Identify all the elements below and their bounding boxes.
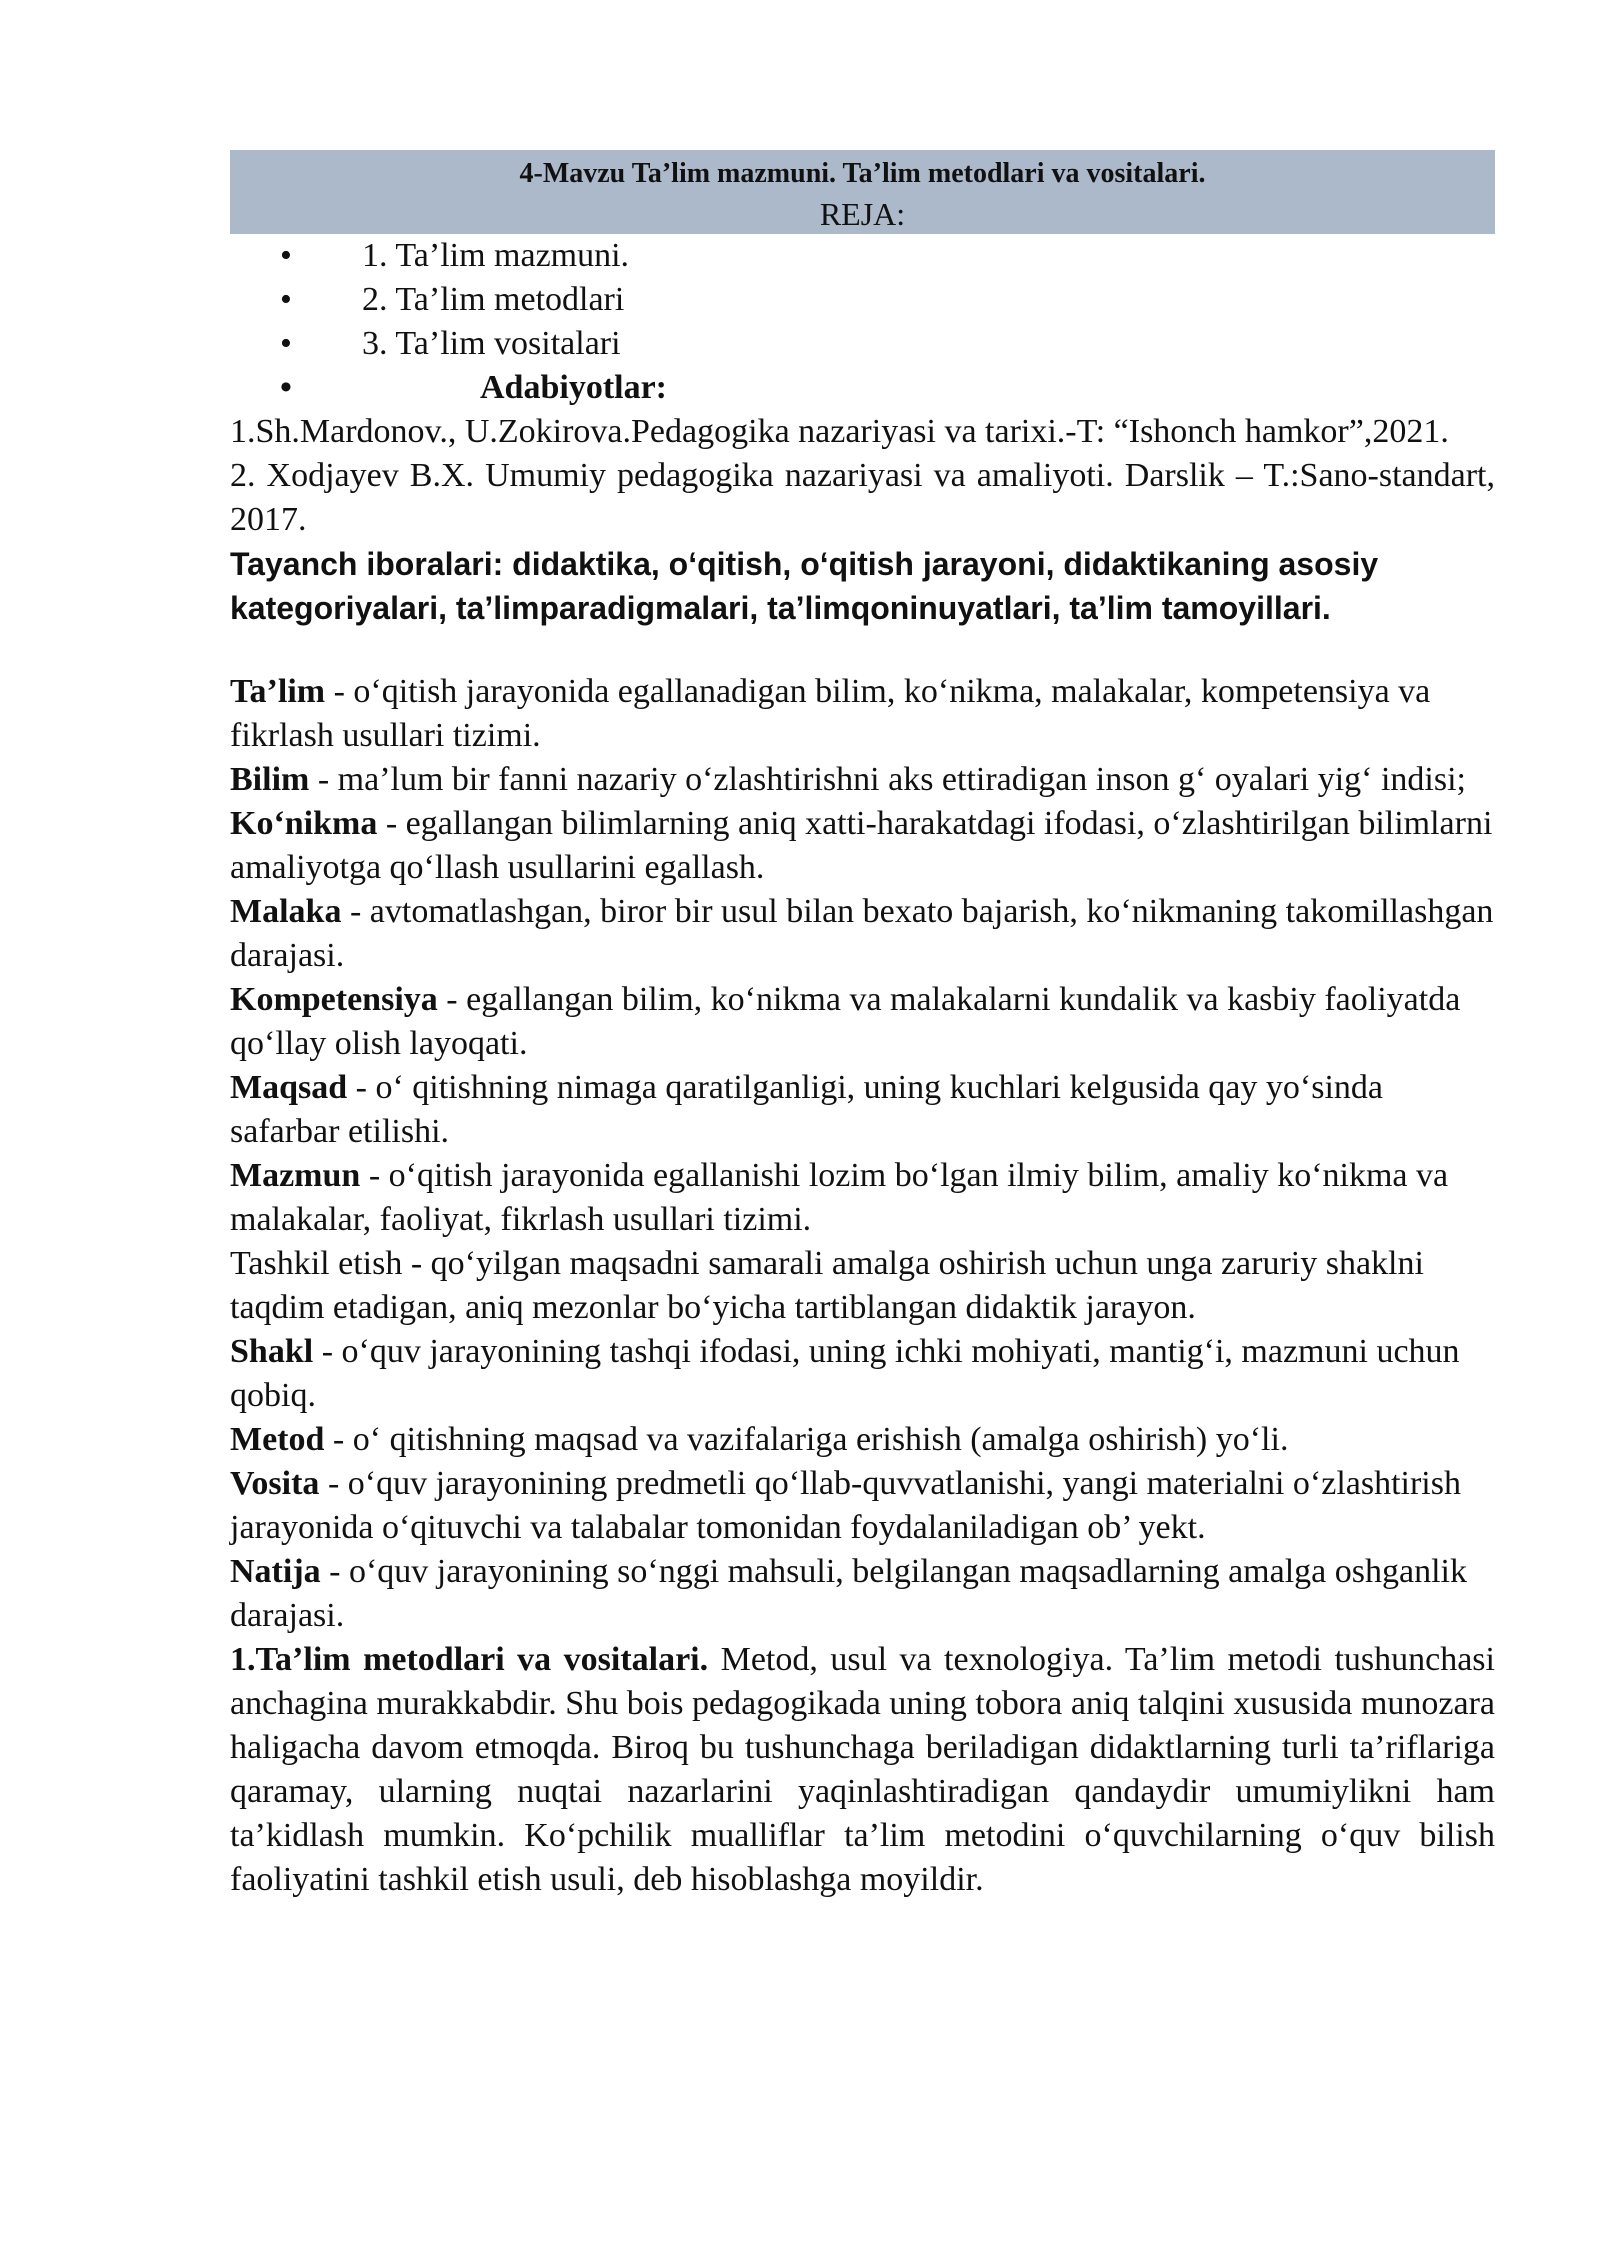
definition-item (230, 890, 1495, 978)
definition-term: Shakl (230, 1333, 314, 1370)
definition-text: - egallangan bilim, ko‘nikma va malakalarni kundalik va kasbiy faoliyatda qo‘llay olish layoqati. (230, 981, 1461, 1062)
keywords-paragraph: Tayanch iboralari: didaktika, o‘qitish, o‘qitish jarayoni, didaktikaning asosiy kategoriyalari, ta’limparadigmalari, ta’limqoninuyatlari, ta’lim tamoyillari. (230, 546, 1379, 626)
definition-item (230, 978, 1495, 1066)
definition-text: - o‘qitish jarayonida egallanishi lozim bo‘lgan ilmiy bilim, amaliy ko‘nikma va malakalar, faoliyat, fikrlash usullari tizimi. (230, 1157, 1449, 1238)
topic-title: 4-Mavzu Ta’lim mazmuni. Ta’lim metodlari va vositalari. (519, 158, 1206, 189)
definition-text: - o‘quv jarayonining tashqi ifodasi, uning ichki mohiyati, mantig‘i, mazmuni uchun qobiq. (230, 1333, 1460, 1414)
definition-term: Maqsad (230, 1069, 348, 1106)
definition-term: Bilim (230, 761, 310, 798)
definition-term: Kompetensiya (230, 981, 438, 1018)
spacer (230, 630, 1495, 670)
plan-label: REJA: (819, 196, 906, 232)
definition-item (230, 1066, 1495, 1154)
definition-text: - o‘ qitishning nimaga qaratilganligi, uning kuchlari kelgusida qay yo‘sinda safarbar etilishi. (230, 1069, 1383, 1150)
plan-item: • 2. Ta’lim metodlari (230, 278, 1495, 322)
definition-term: Metod (230, 1421, 325, 1458)
definition-text: - o‘qitish jarayonida egallanadigan bilim, ko‘nikma, malakalar, kompetensiya va fikrlash usullari tizimi. (230, 673, 1431, 754)
definition-item (230, 1550, 1495, 1638)
definition-text: - o‘quv jarayonining so‘nggi mahsuli, belgilangan maqsadlarning amalga oshganlik darajasi. (230, 1553, 1467, 1634)
definition-text: - o‘quv jarayonining predmetli qo‘llab-quvvatlanishi, yangi materialni o‘zlashtirish jarayonida o‘qituvchi va talabalar tomonidan foydalaniladigan ob’ yekt. (230, 1465, 1461, 1546)
definition-term: Natija (230, 1553, 321, 1590)
section-paragraph (230, 1638, 1495, 1902)
definition-item (230, 1462, 1495, 1550)
page-content (230, 150, 1495, 1902)
definition-text: - avtomatlashgan, biror bir usul bilan bexato bajarish, ko‘nikmaning takomillashgan darajasi. (230, 893, 1494, 974)
section-body: Metod, usul va texnologiya. Ta’lim metodi tushunchasi anchagina murakkabdir. Shu bois pedagogikada uning tobora aniq talqini xususida munozara haligacha davom etmoqda. Biroq bu tushunchaga beriladigan didaktlarning turli ta’riflariga qaramay, ularning nuqtai nazarlarini yaqinlashtiradigan qandaydir umumiylikni ham ta’kidlash mumkin. Ko‘pchilik mualliflar ta’lim metodini o‘quvchilarning o‘quv bilish faoliyatini tashkil etish usuli, deb hisoblashga moyildir. (230, 1641, 1495, 1898)
definition-text: - ma’lum bir fanni nazariy o‘zlashtirishni aks ettiradigan inson g‘ oyalari yig‘ indisi; (309, 761, 1466, 798)
definition-item (230, 1418, 1495, 1462)
literature-heading: • Adabiyotlar: (230, 366, 1495, 410)
definition-term: Ko‘nikma (230, 805, 378, 842)
literature-item: 2. Xodjayev B.X. Umumiy pedagogika nazariyasi va amaliyoti. Darslik – T.:Sano-standart, 2017. (230, 457, 1495, 538)
plan-list (230, 234, 1495, 410)
plan-item: • 1. Ta’lim mazmuni. (230, 234, 1495, 278)
definition-text: - egallangan bilimlarning aniq xatti-harakatdagi ifodasi, o‘zlashtirilgan bilimlarni amaliyotga qo‘llash usullarini egallash. (230, 805, 1493, 886)
definition-item (230, 670, 1495, 758)
definition-term: Ta’lim (230, 673, 326, 710)
literature-item: 1.Sh.Mardonov., U.Zokirova.Pedagogika nazariyasi va tarixi.-T: “Ishonch hamkor”,2021. (230, 413, 1449, 450)
definition-item (230, 758, 1495, 802)
definition-text: Tashkil etish - qo‘yilgan maqsadni samarali amalga oshirish uchun unga zaruriy shaklni taqdim etadigan, aniq mezonlar bo‘yicha tartiblangan didaktik jarayon. (230, 1245, 1424, 1326)
definition-item (230, 1154, 1495, 1242)
definition-term: Malaka (230, 893, 342, 930)
definition-term: Mazmun (230, 1157, 361, 1194)
definition-term: Vosita (230, 1465, 320, 1502)
title-banner (230, 150, 1495, 234)
definition-text: - o‘ qitishning maqsad va vazifalariga erishish (amalga oshirish) yo‘li. (324, 1421, 1289, 1458)
definition-item (230, 802, 1495, 890)
definition-item (230, 1330, 1495, 1418)
section-heading: 1.Ta’lim metodlari va vositalari. (230, 1641, 709, 1678)
definition-item (230, 1242, 1495, 1330)
plan-item: • 3. Ta’lim vositalari (230, 322, 1495, 366)
